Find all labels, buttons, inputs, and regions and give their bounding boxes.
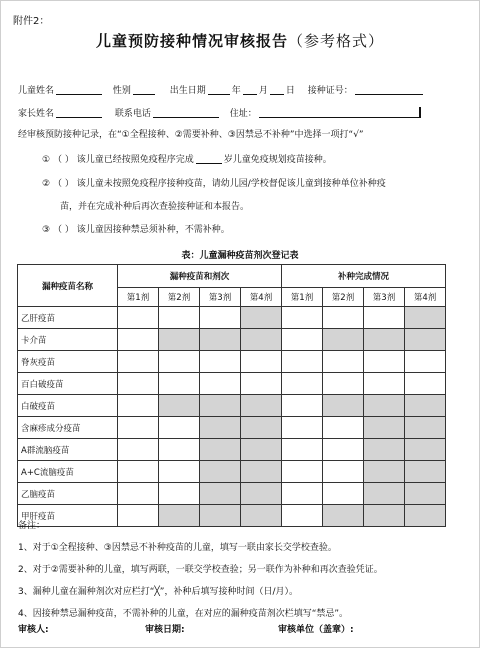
vaccine-rows	[18, 307, 446, 527]
dose-cell-disabled	[405, 483, 446, 505]
dose-cell-disabled	[364, 461, 405, 483]
note-item: 4、因接种禁忌漏种疫苗，不需补种的儿童，在对应的漏种疫苗剂次栏填写“禁忌”。	[18, 609, 349, 619]
vaccine-name: 百白破疫苗	[18, 373, 118, 395]
parent-name-field[interactable]	[56, 107, 102, 118]
table-row	[18, 439, 446, 461]
missed-vaccine-table	[17, 264, 446, 527]
dose-cell[interactable]	[282, 461, 323, 483]
dose-cell[interactable]	[282, 373, 323, 395]
option-3	[42, 222, 230, 235]
dose-cell-disabled	[364, 439, 405, 461]
option-3-checkbox[interactable]: （ ）	[52, 225, 74, 235]
annex-label: 附件2：	[13, 16, 50, 27]
dose-cell-disabled	[200, 439, 241, 461]
dose-cell[interactable]	[323, 483, 364, 505]
dose-header: 第3剂	[200, 288, 241, 307]
dose-cell-disabled	[323, 395, 364, 417]
dose-cell[interactable]	[364, 307, 405, 329]
age-field[interactable]	[196, 153, 222, 164]
option-2	[42, 176, 386, 189]
child-name-field[interactable]	[56, 84, 102, 95]
dose-cell-disabled	[241, 329, 282, 351]
parent-info-row	[18, 106, 423, 119]
dose-cell[interactable]	[200, 307, 241, 329]
dose-cell-disabled	[200, 395, 241, 417]
dose-cell-disabled	[405, 461, 446, 483]
dose-cell-disabled	[405, 395, 446, 417]
dose-cell[interactable]	[118, 461, 159, 483]
dose-cell[interactable]	[364, 351, 405, 373]
dose-cell[interactable]	[118, 373, 159, 395]
option-1-num: ①	[42, 155, 51, 165]
dose-cell[interactable]	[159, 351, 200, 373]
dose-header: 第1剂	[118, 288, 159, 307]
option-3-text: 该儿童因接种禁忌须补种，不需补种。	[76, 225, 230, 235]
dose-cell[interactable]	[118, 329, 159, 351]
vaccine-name: A群流脑疫苗	[18, 439, 118, 461]
vaccine-name: A+C流脑疫苗	[18, 461, 118, 483]
dose-cell[interactable]	[118, 307, 159, 329]
dose-header: 第4剂	[241, 288, 282, 307]
dose-header: 第4剂	[405, 288, 446, 307]
group-header-missed: 漏种疫苗和剂次	[118, 265, 282, 288]
col-header-vaccine: 漏种疫苗名称	[18, 265, 118, 307]
dose-cell[interactable]	[241, 373, 282, 395]
vaccine-name: 含麻疹成分疫苗	[18, 417, 118, 439]
reviewer-label: 审核人:	[18, 625, 49, 635]
birth-date-label: 出生日期	[169, 86, 206, 96]
vaccine-name: 脊灰疫苗	[18, 351, 118, 373]
dose-cell[interactable]	[282, 329, 323, 351]
dose-cell-disabled	[241, 439, 282, 461]
option-1	[42, 152, 332, 165]
dose-cell[interactable]	[323, 373, 364, 395]
dose-cell[interactable]	[323, 417, 364, 439]
review-unit-label: 审核单位（盖章）:	[278, 625, 354, 635]
dose-cell[interactable]	[241, 351, 282, 373]
option-1-text-a: 该儿童已经按照免疫程序完成	[76, 155, 194, 165]
review-date-label: 审核日期:	[145, 625, 185, 635]
dose-cell[interactable]	[159, 461, 200, 483]
dose-cell-disabled	[405, 329, 446, 351]
table-title: 表：儿童漏种疫苗剂次登记表	[181, 251, 299, 261]
child-name-label: 儿童姓名	[18, 86, 55, 96]
dose-cell[interactable]	[118, 483, 159, 505]
table-row	[18, 307, 446, 329]
address-label: 住址：	[229, 109, 257, 119]
vaccine-cert-field[interactable]	[355, 84, 423, 95]
dose-cell-disabled	[200, 483, 241, 505]
dose-cell[interactable]	[282, 439, 323, 461]
table-row	[18, 373, 446, 395]
vaccine-name: 白破疫苗	[18, 395, 118, 417]
option-3-num: ③	[42, 225, 51, 235]
dose-cell-disabled	[241, 307, 282, 329]
dose-header: 第3剂	[364, 288, 405, 307]
dose-cell[interactable]	[405, 351, 446, 373]
document-title	[0, 30, 480, 51]
notes-heading: 备注：	[18, 521, 46, 531]
table-row	[18, 483, 446, 505]
option-2-checkbox[interactable]: （ ）	[52, 179, 74, 189]
table-row	[18, 395, 446, 417]
dose-cell-disabled	[159, 329, 200, 351]
dose-cell[interactable]	[159, 307, 200, 329]
table-row	[18, 329, 446, 351]
dose-cell-disabled	[405, 505, 446, 527]
dose-cell[interactable]	[200, 351, 241, 373]
dose-cell-disabled	[364, 417, 405, 439]
month-label: 月	[258, 86, 268, 96]
dose-header: 第1剂	[282, 288, 323, 307]
dose-cell[interactable]	[405, 373, 446, 395]
notes-section	[18, 518, 383, 628]
day-label: 日	[285, 86, 295, 96]
vaccine-name: 甲肝疫苗	[18, 505, 118, 527]
dose-cell-disabled	[364, 395, 405, 417]
option-1-checkbox[interactable]: （ ）	[52, 155, 74, 165]
vaccine-cert-label: 接种证号：	[307, 86, 353, 96]
dose-cell-disabled	[241, 461, 282, 483]
dose-cell-disabled	[323, 329, 364, 351]
parent-name-label: 家长姓名	[18, 109, 55, 119]
note-item: 1、对于①全程接种、③因禁忌不补种疫苗的儿童，填写一联由家长交学校查验。	[18, 543, 337, 553]
note-item: 3、漏种儿童在漏种剂次对应栏打“╳”，补种后填写接种时间（日/月）。	[18, 587, 299, 597]
dose-cell[interactable]	[118, 417, 159, 439]
vaccine-name: 乙肝疫苗	[18, 307, 118, 329]
dose-cell[interactable]	[159, 439, 200, 461]
birth-month-field[interactable]	[243, 84, 257, 95]
dose-cell[interactable]	[323, 307, 364, 329]
dose-cell[interactable]	[282, 351, 323, 373]
dose-cell-disabled	[405, 417, 446, 439]
table-row	[18, 351, 446, 373]
note-item: 2、对于②需要补种的儿童，填写两联，一联交学校查验；另一联作为补种和再次查验凭证。	[18, 565, 383, 575]
phone-label: 联系电话	[114, 109, 151, 119]
child-info-row	[18, 83, 425, 96]
dose-header: 第2剂	[159, 288, 200, 307]
dose-cell[interactable]	[159, 483, 200, 505]
group-header-done: 补种完成情况	[282, 265, 446, 288]
birth-day-field[interactable]	[270, 84, 284, 95]
dose-cell-disabled	[241, 417, 282, 439]
dose-header: 第2剂	[323, 288, 364, 307]
dose-cell-disabled	[200, 461, 241, 483]
dose-cell-disabled	[159, 395, 200, 417]
title-main: 儿童预防接种情况审核报告	[95, 32, 288, 50]
gender-field[interactable]	[133, 84, 155, 95]
option-2-cont: 苗，并在完成补种后再次查验接种证和本报告。	[60, 202, 250, 212]
dose-cell[interactable]	[282, 483, 323, 505]
option-1-text-b: 岁儿童免疫规划疫苗接种。	[223, 155, 332, 165]
dose-cell[interactable]	[159, 373, 200, 395]
intro-text: 经审核预防接种记录，在“①全程接种、②需要补种、③因禁忌不补种”中选择一项打“√”	[18, 130, 364, 140]
address-field[interactable]	[259, 107, 421, 118]
dose-cell-disabled	[364, 329, 405, 351]
dose-cell-disabled	[241, 483, 282, 505]
dose-cell[interactable]	[282, 395, 323, 417]
dose-cell[interactable]	[159, 417, 200, 439]
dose-cell-disabled	[364, 483, 405, 505]
dose-cell[interactable]	[364, 373, 405, 395]
dose-cell-disabled	[241, 395, 282, 417]
title-sub: （参考格式）	[288, 32, 385, 50]
dose-cell-disabled	[200, 329, 241, 351]
option-2-text: 该儿童未按照免疫程序接种疫苗，请幼儿园/学校督促该儿童到接种单位补种疫	[76, 179, 386, 189]
dose-cell-disabled	[405, 439, 446, 461]
dose-cell[interactable]	[323, 461, 364, 483]
dose-cell[interactable]	[323, 351, 364, 373]
dose-cell[interactable]	[200, 373, 241, 395]
year-label: 年	[231, 86, 241, 96]
dose-cell[interactable]	[118, 351, 159, 373]
dose-cell[interactable]	[118, 439, 159, 461]
table-row	[18, 461, 446, 483]
gender-label: 性别	[112, 86, 131, 96]
phone-field[interactable]	[153, 107, 219, 118]
dose-cell[interactable]	[282, 307, 323, 329]
vaccine-name: 卡介苗	[18, 329, 118, 351]
dose-cell[interactable]	[118, 395, 159, 417]
option-2-num: ②	[42, 179, 51, 189]
dose-cell[interactable]	[282, 417, 323, 439]
dose-cell[interactable]	[323, 439, 364, 461]
table-row	[18, 417, 446, 439]
birth-year-field[interactable]	[208, 84, 230, 95]
dose-cell-disabled	[405, 307, 446, 329]
vaccine-name: 乙脑疫苗	[18, 483, 118, 505]
dose-cell-disabled	[200, 417, 241, 439]
